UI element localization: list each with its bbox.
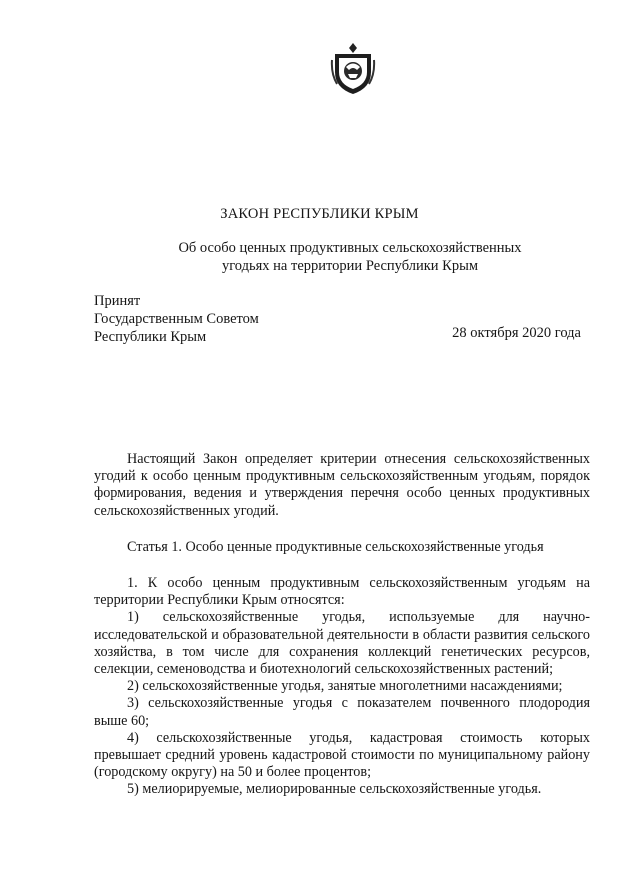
crimea-coat-of-arms-icon: [330, 40, 376, 96]
law-title: ЗАКОН РЕСПУБЛИКИ КРЫМ: [220, 206, 419, 222]
law-body: [94, 451, 590, 799]
adoption-info: [94, 292, 259, 346]
paragraph-gap: [94, 520, 590, 539]
list-item: 5) мелиорируемые, мелиорированные сельскохозяйственные угодья.: [127, 781, 542, 798]
list-item: 3) сельскохозяйственные угодья с показателем почвенного плодородия выше 60;: [94, 695, 590, 729]
list-item: 2) сельскохозяйственные угодья, занятые многолетними насаждениями;: [127, 678, 563, 695]
law-subtitle: [120, 239, 580, 275]
list-item: 1) сельскохозяйственные угодья, используемые для научно-исследовательской и образовательной деятельности в области развития сельского хозяйства, в том числе для сохранения коллекций генетических ресурсов, селекции, семеноводства и биотехнологий сельскохозяйственных растений;: [94, 609, 590, 678]
list-item: 4) сельскохозяйственные угодья, кадастровая стоимость которых превышает средний уровень кадастровой стоимости по муниципальному району (городскому округу) на 50 и более процентов;: [94, 729, 590, 781]
preamble-paragraph: Настоящий Закон определяет критерии отнесения сельскохозяйственных угодий к особо ценным продуктивным сельскохозяйственным угодьям, порядок формирования, ведения и утверждения перечня особо ценных продуктивных сельскохозяйственных угодий.: [94, 451, 590, 519]
article-heading: Статья 1. Особо ценные продуктивные сельскохозяйственные угодья: [127, 538, 544, 555]
law-subtitle-line: угодьях на территории Республики Крым: [221, 258, 479, 274]
adoption-line: Государственным Советом: [94, 311, 259, 327]
paragraph-gap: [94, 556, 590, 575]
clause-paragraph: 1. К особо ценным продуктивным сельскохозяйственным угодьям на территории Республики Крым относятся:: [94, 575, 590, 609]
law-subtitle-line: Об особо ценных продуктивных сельскохозяйственных: [178, 240, 522, 256]
adoption-line: Республики Крым: [94, 329, 207, 345]
adoption-line: Принят: [94, 293, 141, 309]
adoption-date: 28 октября 2020 года: [452, 325, 581, 341]
